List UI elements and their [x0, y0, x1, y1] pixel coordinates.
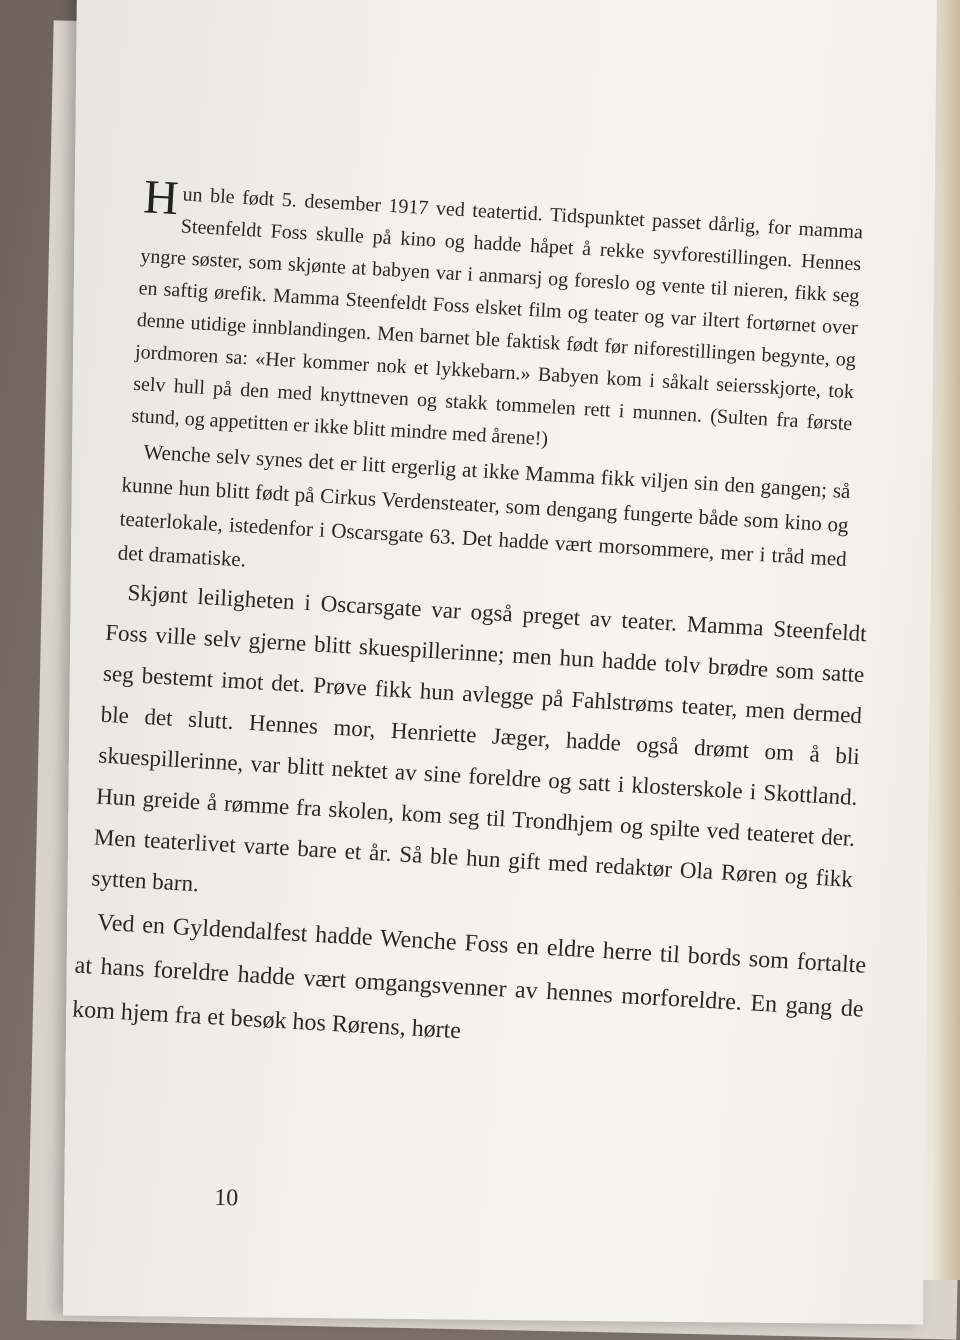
paragraph-2: Wenche selv synes det er litt ergerlig at ikke Mamma fikk viljen sin den gangen; så kunne hun blitt født på Cirkus Verdensteater, som dengang fungerte både som kino og teaterlokale, istedenfor i Oscarsgate 63. Det hadde vært morsommere, mer i tråd med det dramatiske.: [117, 439, 852, 572]
drop-cap: H: [142, 170, 180, 226]
book-page: [63, 0, 937, 1324]
page-number: 10: [213, 1184, 239, 1212]
body-text: [71, 170, 868, 1073]
paragraph-4: Ved en Gyldendalfest hadde Wenche Foss en eldre herre til bords som fortalte at hans foreldre hadde vært omgangsvenner av hennes morforeldre. En gang de kom hjem fra et besøk hos Rørens, hørte: [71, 909, 867, 1045]
paragraph-3: Skjønt leiligheten i Oscarsgate var også preget av teater. Mamma Steenfeldt Foss ville selv gjerne blitt skuespillerinne; men hun hadde tolv brødre som satte seg bestemt imot det. Prøve fikk hun avlegge på Fahlstrøms teater, men dermed ble det slutt. Hennes mor, Henriette Jæger, hadde også drømt om å bli skuespillerinne, var blitt nektet av sine foreldre og satt i klosterskole i Skottland. Hun greide å rømme fra skolen, kom seg til Trondhjem og spilte ved teateret der. Men teaterlivet varte bare et år. Så ble hun gift med redaktør Ola Røren og fikk sytten barn.: [90, 579, 868, 897]
paragraph-1-text: un ble født 5. desember 1917 ved teatertid. Tidspunktet passet dårlig, for mamma Steenfeldt Foss skulle på kino og hadde håpet å rekke syvforestillingen. Hennes yngre søster, som skjønte at babyen var i anmarsj og foreslo og vente til nieren, fikk seg en saftig ørefik. Mamma Steenfeldt Foss elsket film og teater og var iltert fortørnet over denne utidige innblandingen. Men barnet ble faktisk født før niforestillingen begynte, og jordmoren sa: «Her kommer nok et lykkebarn.» Babyen kom i såkalt seiersskjorte, tok selv hull på den med knyttneven og stakk tommelen rett i munnen. (Sulten fra første stund, og appetitten er ikke blitt mindre med årene!): [130, 183, 864, 451]
paragraph-1: [130, 170, 864, 472]
